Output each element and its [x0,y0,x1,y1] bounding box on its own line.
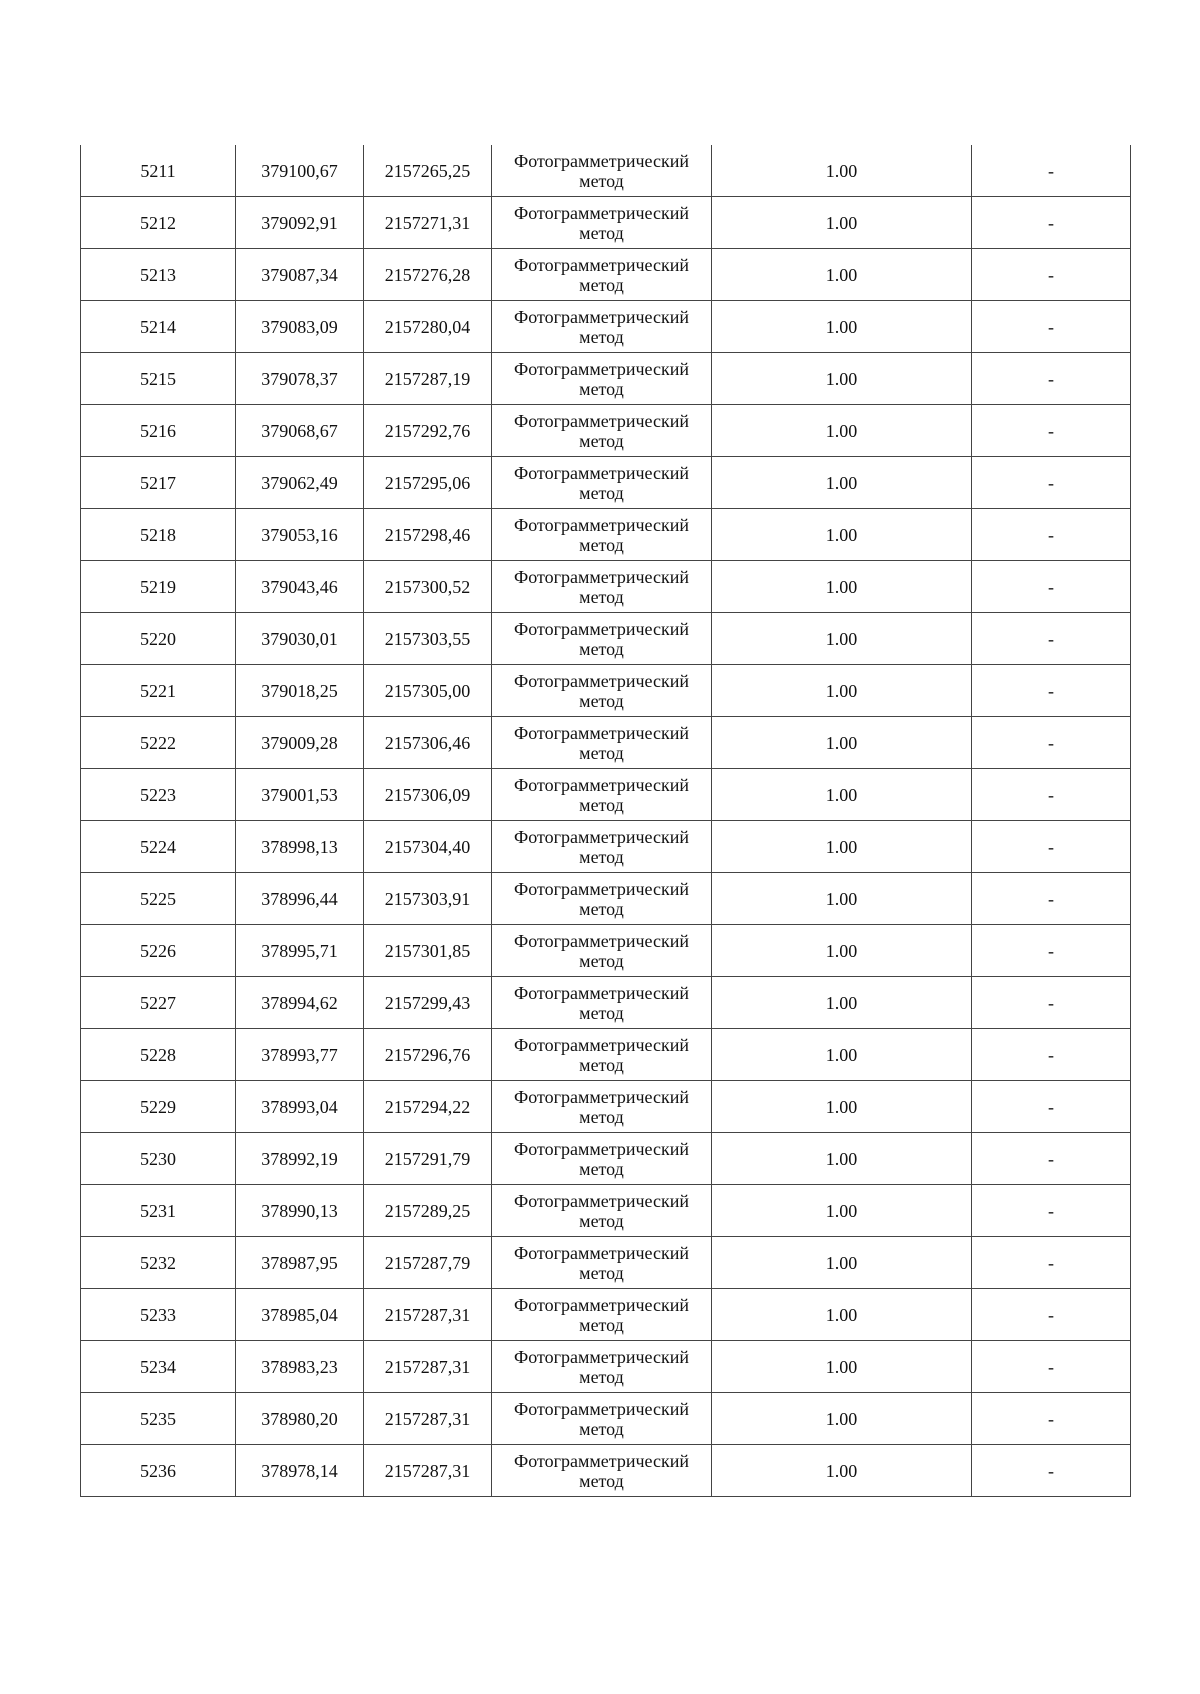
table-row [81,769,1131,821]
point-number-cell: 5225 [81,873,236,925]
point-number-cell: 5226 [81,925,236,977]
method-cell: Фотограмметрический метод [492,405,712,457]
method-cell: Фотограмметрический метод [492,1029,712,1081]
note-cell: - [972,457,1131,509]
y-coordinate-cell: 2157301,85 [364,925,492,977]
point-number-cell: 5235 [81,1393,236,1445]
point-number-cell: 5227 [81,977,236,1029]
table-row [81,405,1131,457]
y-coordinate-cell: 2157287,31 [364,1445,492,1497]
method-cell: Фотограмметрический метод [492,925,712,977]
x-coordinate-cell: 379043,46 [236,561,364,613]
point-number-cell: 5222 [81,717,236,769]
accuracy-cell: 1.00 [712,509,972,561]
method-cell: Фотограмметрический метод [492,665,712,717]
x-coordinate-cell: 378990,13 [236,1185,364,1237]
coordinates-table [80,145,1131,1497]
note-cell: - [972,977,1131,1029]
note-cell: - [972,613,1131,665]
point-number-cell: 5217 [81,457,236,509]
y-coordinate-cell: 2157287,31 [364,1393,492,1445]
x-coordinate-cell: 379009,28 [236,717,364,769]
accuracy-cell: 1.00 [712,769,972,821]
note-cell: - [972,1237,1131,1289]
method-cell: Фотограмметрический метод [492,301,712,353]
x-coordinate-cell: 379092,91 [236,197,364,249]
accuracy-cell: 1.00 [712,1081,972,1133]
point-number-cell: 5229 [81,1081,236,1133]
method-cell: Фотограмметрический метод [492,1445,712,1497]
table-row [81,249,1131,301]
note-cell: - [972,1081,1131,1133]
x-coordinate-cell: 379030,01 [236,613,364,665]
accuracy-cell: 1.00 [712,457,972,509]
point-number-cell: 5231 [81,1185,236,1237]
accuracy-cell: 1.00 [712,665,972,717]
point-number-cell: 5232 [81,1237,236,1289]
x-coordinate-cell: 378980,20 [236,1393,364,1445]
accuracy-cell: 1.00 [712,1341,972,1393]
table-row [81,509,1131,561]
y-coordinate-cell: 2157287,31 [364,1341,492,1393]
note-cell: - [972,249,1131,301]
accuracy-cell: 1.00 [712,561,972,613]
note-cell: - [972,561,1131,613]
y-coordinate-cell: 2157306,09 [364,769,492,821]
x-coordinate-cell: 379053,16 [236,509,364,561]
y-coordinate-cell: 2157271,31 [364,197,492,249]
table-row [81,1393,1131,1445]
x-coordinate-cell: 378993,04 [236,1081,364,1133]
accuracy-cell: 1.00 [712,1237,972,1289]
y-coordinate-cell: 2157303,91 [364,873,492,925]
point-number-cell: 5216 [81,405,236,457]
point-number-cell: 5218 [81,509,236,561]
point-number-cell: 5219 [81,561,236,613]
y-coordinate-cell: 2157287,19 [364,353,492,405]
note-cell: - [972,873,1131,925]
y-coordinate-cell: 2157296,76 [364,1029,492,1081]
y-coordinate-cell: 2157280,04 [364,301,492,353]
y-coordinate-cell: 2157265,25 [364,145,492,197]
table-row [81,197,1131,249]
method-cell: Фотограмметрический метод [492,561,712,613]
table-row [81,665,1131,717]
point-number-cell: 5221 [81,665,236,717]
method-cell: Фотограмметрический метод [492,145,712,197]
method-cell: Фотограмметрический метод [492,509,712,561]
method-cell: Фотограмметрический метод [492,977,712,1029]
x-coordinate-cell: 379083,09 [236,301,364,353]
note-cell: - [972,717,1131,769]
accuracy-cell: 1.00 [712,613,972,665]
method-cell: Фотограмметрический метод [492,457,712,509]
note-cell: - [972,821,1131,873]
point-number-cell: 5233 [81,1289,236,1341]
x-coordinate-cell: 378996,44 [236,873,364,925]
note-cell: - [972,1393,1131,1445]
table-row [81,561,1131,613]
method-cell: Фотограмметрический метод [492,613,712,665]
accuracy-cell: 1.00 [712,249,972,301]
y-coordinate-cell: 2157289,25 [364,1185,492,1237]
x-coordinate-cell: 379018,25 [236,665,364,717]
accuracy-cell: 1.00 [712,197,972,249]
note-cell: - [972,197,1131,249]
table-row [81,873,1131,925]
point-number-cell: 5215 [81,353,236,405]
method-cell: Фотограмметрический метод [492,249,712,301]
accuracy-cell: 1.00 [712,1289,972,1341]
x-coordinate-cell: 378978,14 [236,1445,364,1497]
table-row [81,457,1131,509]
accuracy-cell: 1.00 [712,1029,972,1081]
point-number-cell: 5224 [81,821,236,873]
note-cell: - [972,509,1131,561]
accuracy-cell: 1.00 [712,353,972,405]
note-cell: - [972,1289,1131,1341]
method-cell: Фотограмметрический метод [492,1237,712,1289]
method-cell: Фотограмметрический метод [492,821,712,873]
table-row [81,821,1131,873]
point-number-cell: 5220 [81,613,236,665]
y-coordinate-cell: 2157295,06 [364,457,492,509]
table-row [81,613,1131,665]
table-row [81,1081,1131,1133]
method-cell: Фотограмметрический метод [492,353,712,405]
y-coordinate-cell: 2157287,79 [364,1237,492,1289]
accuracy-cell: 1.00 [712,977,972,1029]
note-cell: - [972,353,1131,405]
y-coordinate-cell: 2157287,31 [364,1289,492,1341]
x-coordinate-cell: 378992,19 [236,1133,364,1185]
note-cell: - [972,1029,1131,1081]
table-row [81,301,1131,353]
x-coordinate-cell: 378995,71 [236,925,364,977]
y-coordinate-cell: 2157299,43 [364,977,492,1029]
table-row [81,1445,1131,1497]
accuracy-cell: 1.00 [712,1185,972,1237]
note-cell: - [972,925,1131,977]
accuracy-cell: 1.00 [712,1445,972,1497]
accuracy-cell: 1.00 [712,717,972,769]
y-coordinate-cell: 2157298,46 [364,509,492,561]
table-row [81,145,1131,197]
method-cell: Фотограмметрический метод [492,1081,712,1133]
x-coordinate-cell: 379078,37 [236,353,364,405]
table-row [81,717,1131,769]
method-cell: Фотограмметрический метод [492,717,712,769]
method-cell: Фотограмметрический метод [492,873,712,925]
note-cell: - [972,1133,1131,1185]
y-coordinate-cell: 2157300,52 [364,561,492,613]
x-coordinate-cell: 379100,67 [236,145,364,197]
method-cell: Фотограмметрический метод [492,197,712,249]
table-row [81,925,1131,977]
note-cell: - [972,769,1131,821]
point-number-cell: 5211 [81,145,236,197]
table-row [81,1341,1131,1393]
method-cell: Фотограмметрический метод [492,1289,712,1341]
accuracy-cell: 1.00 [712,405,972,457]
accuracy-cell: 1.00 [712,301,972,353]
point-number-cell: 5230 [81,1133,236,1185]
table-row [81,353,1131,405]
method-cell: Фотограмметрический метод [492,1341,712,1393]
y-coordinate-cell: 2157306,46 [364,717,492,769]
y-coordinate-cell: 2157304,40 [364,821,492,873]
table-row [81,1029,1131,1081]
coordinates-table-body [81,145,1131,1497]
accuracy-cell: 1.00 [712,145,972,197]
accuracy-cell: 1.00 [712,925,972,977]
y-coordinate-cell: 2157291,79 [364,1133,492,1185]
y-coordinate-cell: 2157305,00 [364,665,492,717]
x-coordinate-cell: 378994,62 [236,977,364,1029]
x-coordinate-cell: 378983,23 [236,1341,364,1393]
x-coordinate-cell: 379062,49 [236,457,364,509]
method-cell: Фотограмметрический метод [492,769,712,821]
x-coordinate-cell: 378993,77 [236,1029,364,1081]
accuracy-cell: 1.00 [712,1133,972,1185]
table-row [81,977,1131,1029]
point-number-cell: 5214 [81,301,236,353]
y-coordinate-cell: 2157276,28 [364,249,492,301]
accuracy-cell: 1.00 [712,1393,972,1445]
point-number-cell: 5234 [81,1341,236,1393]
x-coordinate-cell: 378985,04 [236,1289,364,1341]
note-cell: - [972,1445,1131,1497]
point-number-cell: 5223 [81,769,236,821]
y-coordinate-cell: 2157292,76 [364,405,492,457]
table-row [81,1237,1131,1289]
note-cell: - [972,1341,1131,1393]
method-cell: Фотограмметрический метод [492,1393,712,1445]
point-number-cell: 5212 [81,197,236,249]
note-cell: - [972,405,1131,457]
y-coordinate-cell: 2157303,55 [364,613,492,665]
table-row [81,1133,1131,1185]
point-number-cell: 5213 [81,249,236,301]
accuracy-cell: 1.00 [712,821,972,873]
y-coordinate-cell: 2157294,22 [364,1081,492,1133]
x-coordinate-cell: 379001,53 [236,769,364,821]
point-number-cell: 5236 [81,1445,236,1497]
note-cell: - [972,1185,1131,1237]
method-cell: Фотограмметрический метод [492,1133,712,1185]
note-cell: - [972,665,1131,717]
point-number-cell: 5228 [81,1029,236,1081]
table-row [81,1289,1131,1341]
table-row [81,1185,1131,1237]
x-coordinate-cell: 379068,67 [236,405,364,457]
x-coordinate-cell: 379087,34 [236,249,364,301]
x-coordinate-cell: 378987,95 [236,1237,364,1289]
method-cell: Фотограмметрический метод [492,1185,712,1237]
x-coordinate-cell: 378998,13 [236,821,364,873]
note-cell: - [972,301,1131,353]
accuracy-cell: 1.00 [712,873,972,925]
note-cell: - [972,145,1131,197]
